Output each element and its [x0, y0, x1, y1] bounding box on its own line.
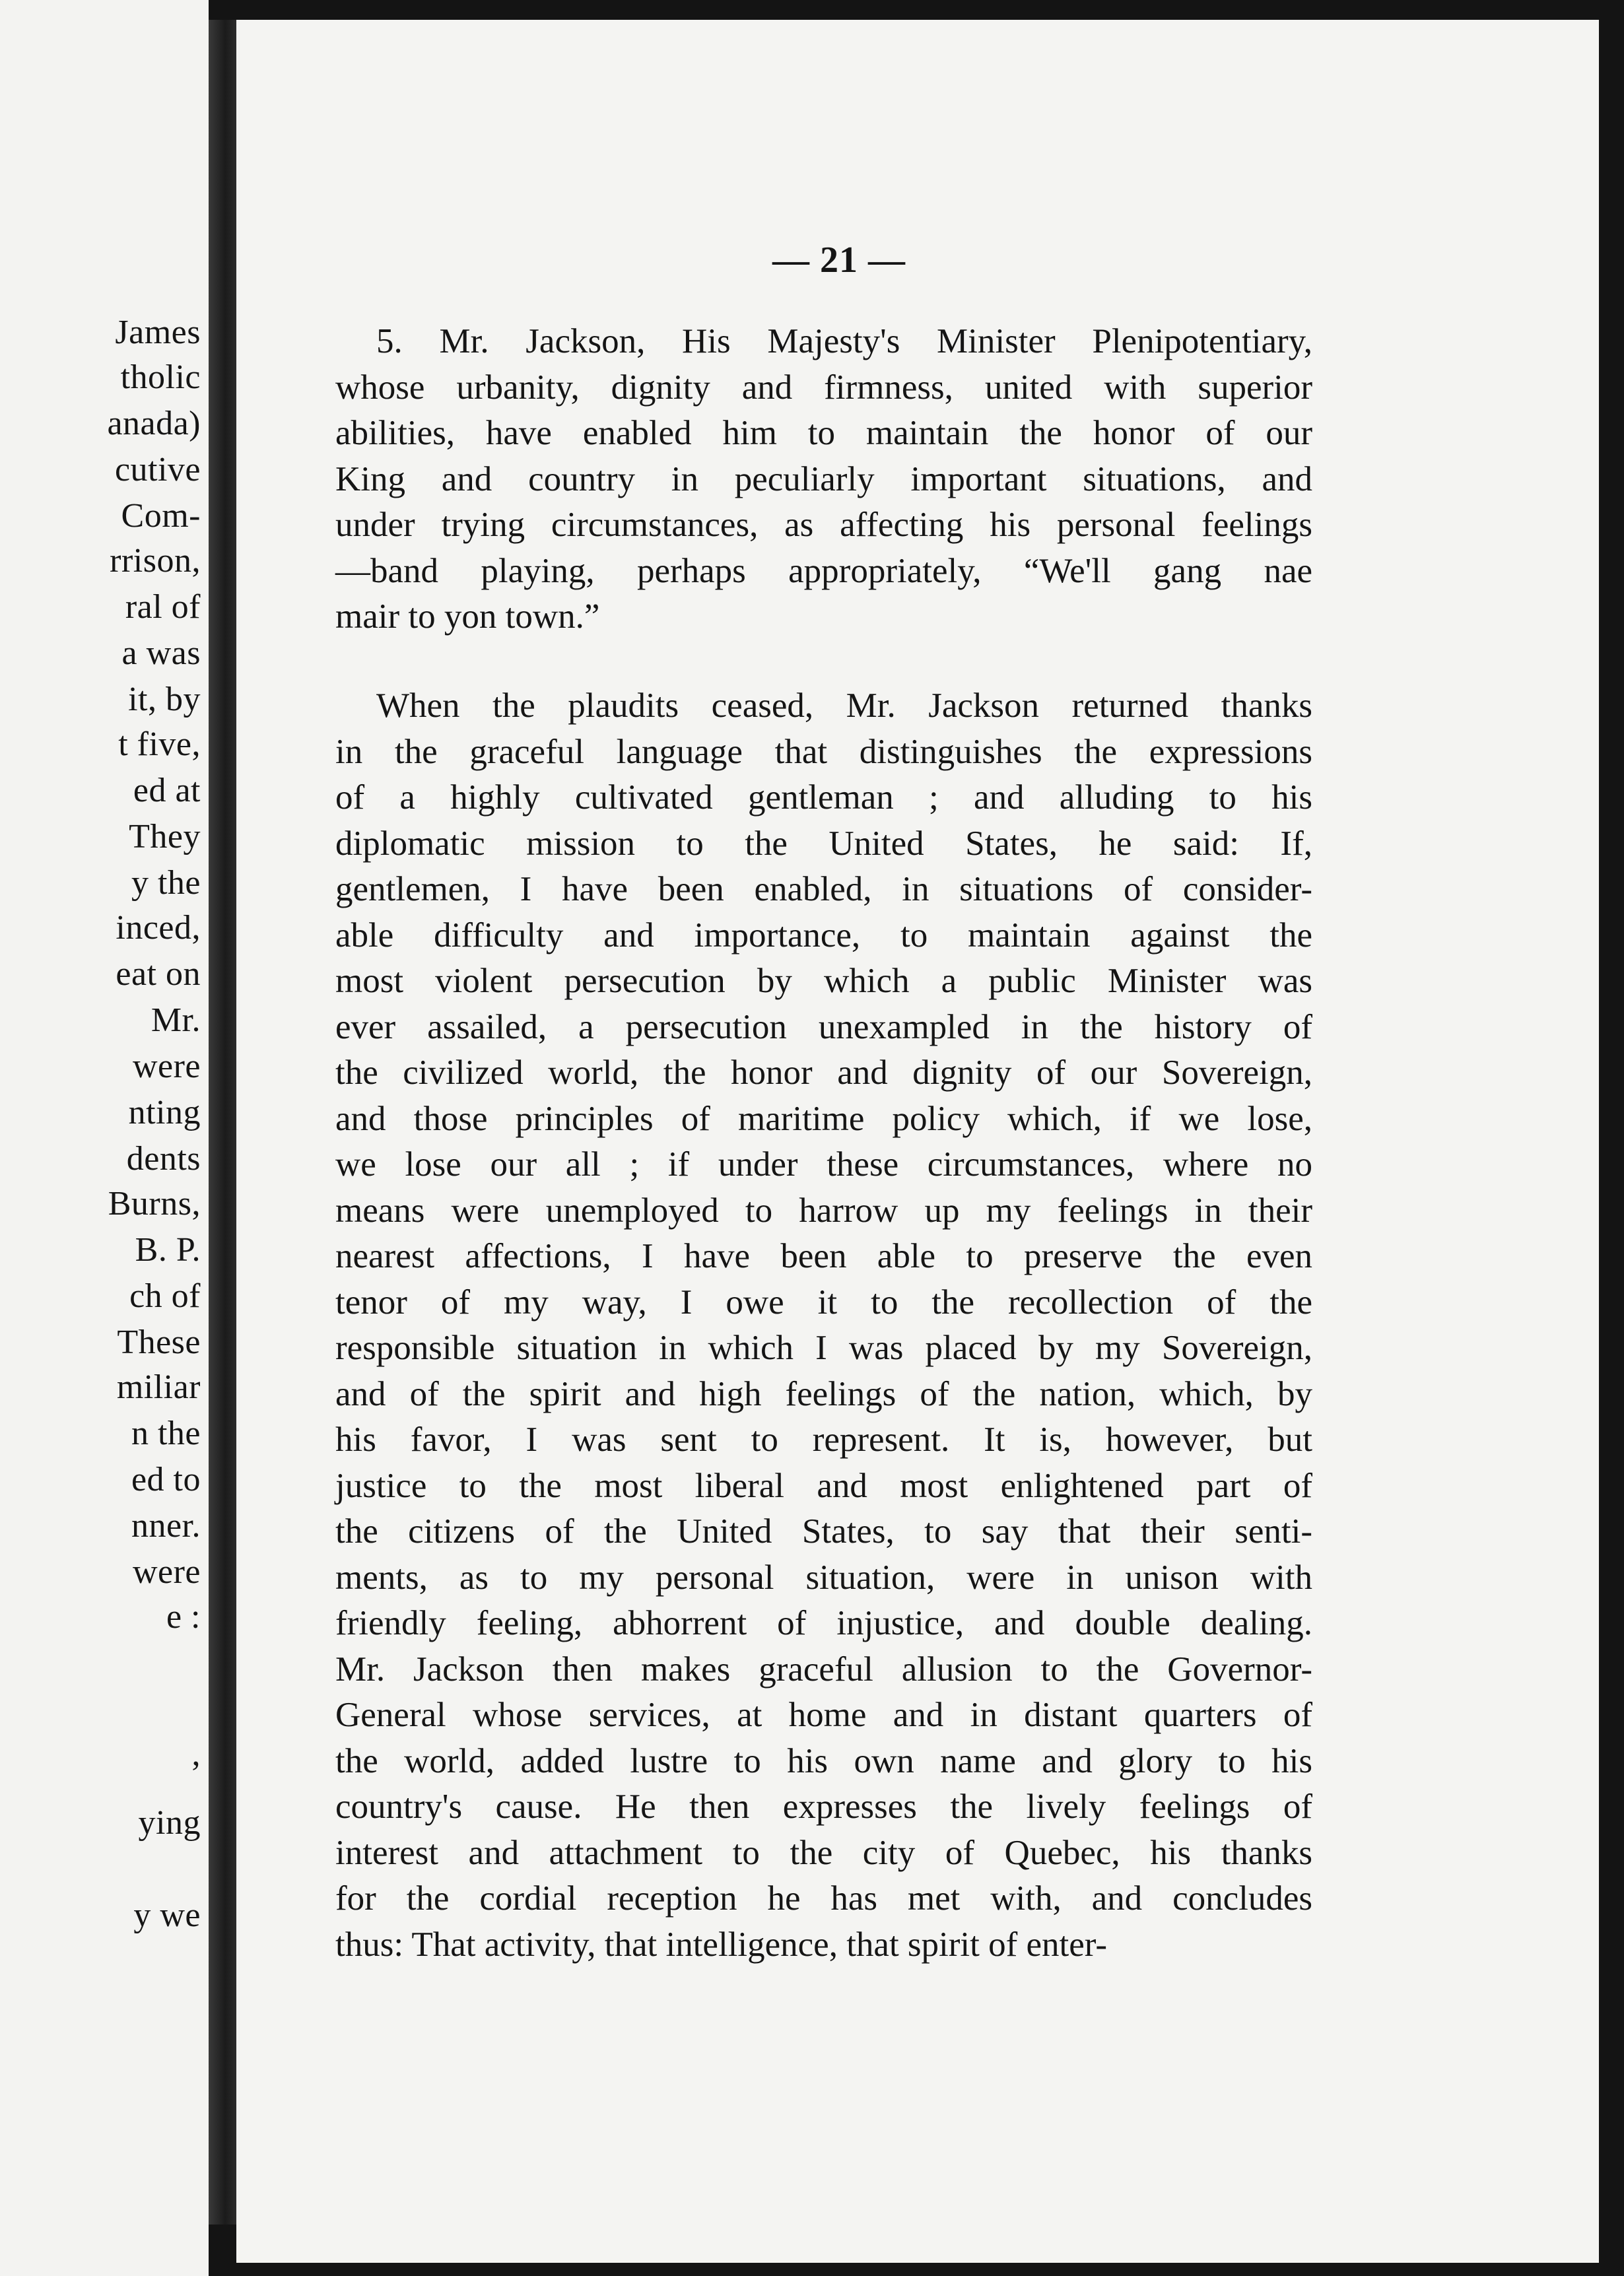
left-page-fragment: ral of [125, 588, 201, 626]
left-page-fragment: inced, [116, 909, 201, 947]
text-line: justice to the most liberal and most enlightened part of [335, 1466, 1312, 1505]
left-page-fragment: James [115, 314, 201, 351]
left-page-fragment: e : [166, 1598, 201, 1636]
left-page-fragment: y we [133, 1896, 201, 1934]
text-line: mair to yon town.” [335, 597, 600, 636]
left-page-fragment: tholic [120, 358, 201, 396]
text-line: means were unemployed to harrow up my feelings in their [335, 1191, 1312, 1230]
text-line: and of the spirit and high feelings of the nation, which, by [335, 1374, 1312, 1413]
left-page-fragment: ch of [129, 1277, 201, 1315]
left-page-fragment: were [132, 1048, 201, 1085]
left-page-fragment: , [191, 1735, 201, 1773]
page-gutter [209, 20, 236, 2225]
left-page-fragment: ed to [131, 1461, 201, 1498]
text-line: the world, added lustre to his own name and glory to his [335, 1741, 1312, 1780]
left-page-fragment: They [129, 818, 201, 855]
left-page-fragment: B. P. [135, 1231, 201, 1269]
left-page-fragment: it, by [128, 681, 201, 718]
left-page-fragment: a was [121, 634, 201, 672]
text-line: for the cordial reception he has met with, and concludes [335, 1879, 1312, 1918]
text-line: friendly feeling, abhorrent of injustice, and double dealing. [335, 1604, 1312, 1642]
page-number: — 21 — [772, 240, 906, 281]
left-page [0, 0, 209, 2276]
text-line: King and country in peculiarly important situations, and [335, 459, 1312, 498]
left-page-fragment: Mr. [151, 1001, 201, 1039]
text-line: When the plaudits ceased, Mr. Jackson returned thanks [376, 686, 1312, 725]
text-line: interest and attachment to the city of Quebec, his thanks [335, 1833, 1312, 1872]
left-page-fragment: y the [131, 864, 201, 902]
text-line: ments, as to my personal situation, were in unison with [335, 1558, 1312, 1597]
text-line: abilities, have enabled him to maintain the honor of our [335, 414, 1312, 452]
left-page-fragment: were [132, 1553, 201, 1591]
left-page-fragment: n the [131, 1415, 201, 1452]
text-line: tenor of my way, I owe it to the recollection of the [335, 1283, 1312, 1322]
text-line: his favor, I was sent to represent. It is, however, but [335, 1421, 1312, 1459]
left-page-fragment: nner. [131, 1507, 201, 1545]
text-line: General whose services, at home and in distant quarters of [335, 1696, 1312, 1734]
left-page-fragment: Com- [121, 497, 201, 535]
text-line: under trying circumstances, as affecting his personal feelings [335, 506, 1312, 544]
text-line: whose urbanity, dignity and firmness, united with superior [335, 368, 1312, 407]
left-page-fragment: eat on [116, 955, 201, 993]
left-page-fragment: ying [138, 1804, 201, 1842]
text-line: thus: That activity, that intelligence, that spirit of enter- [335, 1925, 1108, 1964]
left-page-fragment: miliar [116, 1368, 201, 1406]
text-line: diplomatic mission to the United States, he said: If, [335, 824, 1312, 863]
left-page-fragment: dents [126, 1140, 201, 1178]
text-line: of a highly cultivated gentleman ; and alluding to his [335, 778, 1312, 817]
left-page-fragment: nting [128, 1094, 201, 1131]
text-line: in the graceful language that distinguishes the expressions [335, 732, 1312, 771]
text-line: Mr. Jackson then makes graceful allusion to the Governor- [335, 1650, 1312, 1689]
text-line: most violent persecution by which a public Minister was [335, 962, 1312, 1000]
text-line: country's cause. He then expresses the lively feelings of [335, 1788, 1312, 1826]
text-line: responsible situation in which I was placed by my Sovereign, [335, 1329, 1312, 1367]
text-line: the citizens of the United States, to say that their senti- [335, 1512, 1312, 1551]
left-page-fragment: These [117, 1323, 201, 1361]
left-page-fragment: rrison, [110, 542, 201, 580]
left-page-fragment: Burns, [108, 1185, 201, 1222]
text-line: gentlemen, I have been enabled, in situations of consider- [335, 870, 1312, 908]
left-page-fragment: ed at [133, 772, 201, 809]
text-line: able difficulty and importance, to maintain against the [335, 916, 1312, 954]
text-line: we lose our all ; if under these circumstances, where no [335, 1145, 1312, 1184]
text-line: ever assailed, a persecution unexampled in the history of [335, 1007, 1312, 1046]
text-line: 5. Mr. Jackson, His Majesty's Minister Plenipotentiary, [376, 322, 1312, 360]
text-line: the civilized world, the honor and dignity of our Sovereign, [335, 1054, 1312, 1092]
text-line: —band playing, perhaps appropriately, “We'll gang nae [335, 551, 1312, 590]
left-page-fragment: anada) [107, 405, 201, 442]
left-page-fragment: t five, [118, 725, 201, 763]
left-page-fragment: cutive [114, 451, 201, 488]
text-line: nearest affections, I have been able to preserve the even [335, 1237, 1312, 1275]
text-line: and those principles of maritime policy which, if we lose, [335, 1099, 1312, 1138]
